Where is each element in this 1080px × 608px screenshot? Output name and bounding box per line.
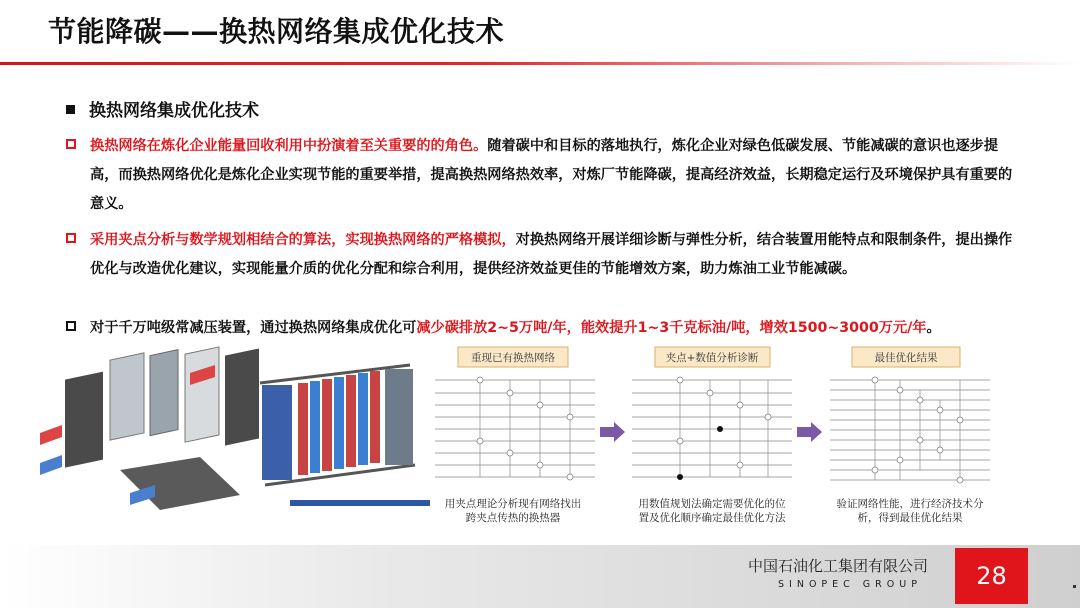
bullet-2-text (90, 226, 1026, 284)
network-panel-3 (830, 347, 990, 524)
title-divider (0, 62, 1080, 65)
bullet-2-highlight: 采用夹点分析与数学规划相结合的算法，实现换热网络的严格模拟， (90, 232, 516, 248)
bullet-1-text (90, 132, 1026, 219)
hollow-square-bullet-icon (66, 321, 76, 331)
section-heading (66, 96, 259, 121)
panel-2-caption-line-1: 用数值规划法确定需要优化的位 (638, 498, 786, 510)
panel-1-title: 重现已有换热网络 (471, 352, 555, 364)
plate-exchanger-exploded-illustration (40, 347, 284, 510)
bullet-3-tail: 。 (926, 320, 941, 336)
panel-3-title: 最佳优化结果 (874, 352, 938, 364)
hollow-square-bullet-icon (66, 233, 76, 243)
panel-2-caption-line-2: 置及优化顺序确定最佳优化方法 (638, 512, 786, 524)
bullet-2-rest: 对换热网络开展详细诊断与弹性分析，结合装置用能特点和限制条件，提出操作优化与改造优化建议，实现能量介质的优化分配和综合利用，提供经济效益更佳的节能增效方案，助力炼油工业节能减碳。 (90, 232, 1013, 277)
figure-svg (40, 345, 1040, 545)
bullet-3-text (90, 314, 1026, 343)
company-name-cn: 中国石油化工集团有限公司 (748, 557, 929, 575)
network-panel-1 (435, 347, 595, 524)
company-name-en: SINOPEC GROUP (778, 579, 922, 590)
panel-3-caption-line-2: 析，得到最佳优化结果 (857, 512, 963, 524)
filled-square-bullet-icon (66, 105, 75, 114)
corner-dot (1073, 585, 1076, 588)
slide-title: 节能降碳——换热网络集成优化技术 (48, 15, 505, 48)
bullet-paragraph-3 (66, 314, 1026, 343)
bullet-1-rest: 随着碳中和目标的落地执行，炼化企业对绿色低碳发展、节能减碳的意识也逐步提高，而换热网络优化是炼化企业实现节能的重要举措，提高换热网络热效率，对炼厂节能降碳，提高经济效益，长期稳定运行及环境保护具有重要的意义。 (90, 138, 1013, 212)
bullet-paragraph-2 (66, 226, 1026, 284)
page-number: 28 (976, 562, 1007, 590)
page-number-badge (955, 548, 1028, 604)
hollow-square-bullet-icon (66, 139, 76, 149)
section-heading-text: 换热网络集成优化技术 (89, 101, 259, 121)
bullet-3-highlight: 减少碳排放2~5万吨/年，能效提升1~3千克标油/吨，增效1500~3000万元/年 (416, 320, 927, 336)
network-panel-2 (632, 347, 792, 524)
process-flow-arrows (600, 422, 822, 442)
bullet-3-lead: 对于千万吨级常减压装置，通过换热网络集成优化可 (90, 320, 417, 336)
plate-exchanger-assembly-illustration (260, 365, 430, 506)
bullet-paragraph-1 (66, 132, 1026, 219)
panel-1-caption-line-1: 用夹点理论分析现有网络找出 (444, 498, 582, 510)
bullet-1-highlight: 换热网络在炼化企业能量回收利用中扮演着至关重要的的角色。 (90, 138, 488, 154)
panel-1-caption-line-2: 跨夹点传热的换热器 (465, 512, 561, 524)
panel-2-title: 夹点+数值分析诊断 (665, 352, 759, 364)
heat-exchanger-figure (40, 345, 1040, 545)
panel-3-caption-line-1: 验证网络性能，进行经济技术分 (836, 498, 984, 510)
